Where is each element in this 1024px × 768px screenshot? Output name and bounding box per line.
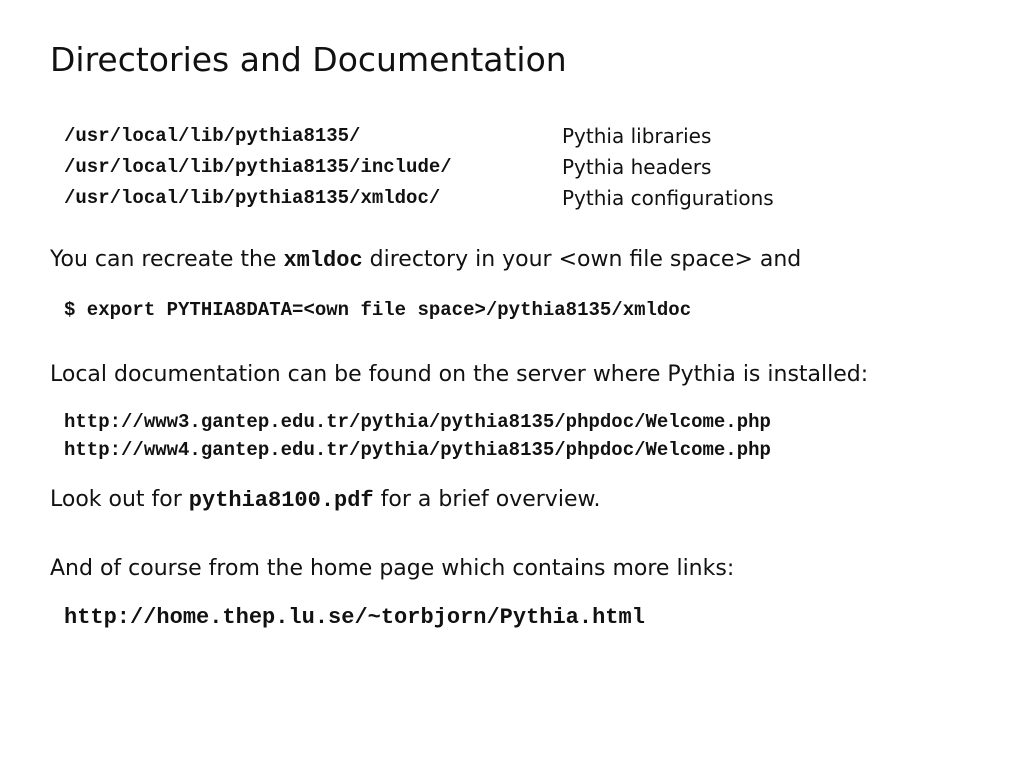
directory-row	[64, 120, 774, 151]
home-page-link[interactable]: http://home.thep.lu.se/~torbjorn/Pythia.html	[64, 605, 645, 630]
lookout-text-after: for a brief overview.	[373, 487, 601, 512]
recreate-text-before: You can recreate the	[50, 247, 284, 272]
export-command: $ export PYTHIA8DATA=<own file space>/pythia8135/xmldoc	[64, 299, 692, 321]
local-doc-paragraph: Local documentation can be found on the server where Pythia is installed:	[50, 362, 869, 387]
directory-path: /usr/local/lib/pythia8135/	[64, 124, 361, 147]
page-title: Directories and Documentation	[50, 40, 567, 79]
directory-row	[64, 151, 774, 182]
recreate-paragraph	[50, 247, 801, 274]
recreate-text-after: directory in your <own file space> and	[362, 247, 802, 272]
directory-row	[64, 182, 774, 213]
home-page-paragraph: And of course from the home page which contains more links:	[50, 556, 735, 581]
directory-path: /usr/local/lib/pythia8135/include/	[64, 155, 452, 178]
lookout-paragraph	[50, 487, 600, 514]
directory-description: Pythia configurations	[562, 185, 774, 210]
xmldoc-code: xmldoc	[283, 248, 363, 273]
local-doc-link[interactable]: http://www3.gantep.edu.tr/pythia/pythia8135/phpdoc/Welcome.php	[64, 411, 771, 433]
directory-description: Pythia libraries	[562, 123, 712, 148]
pdf-filename-code: pythia8100.pdf	[188, 488, 374, 513]
lookout-text-before: Look out for	[50, 487, 189, 512]
local-doc-link[interactable]: http://www4.gantep.edu.tr/pythia/pythia8135/phpdoc/Welcome.php	[64, 439, 771, 461]
directory-description: Pythia headers	[562, 154, 712, 179]
directory-path: /usr/local/lib/pythia8135/xmldoc/	[64, 186, 441, 209]
directory-table	[64, 120, 774, 213]
